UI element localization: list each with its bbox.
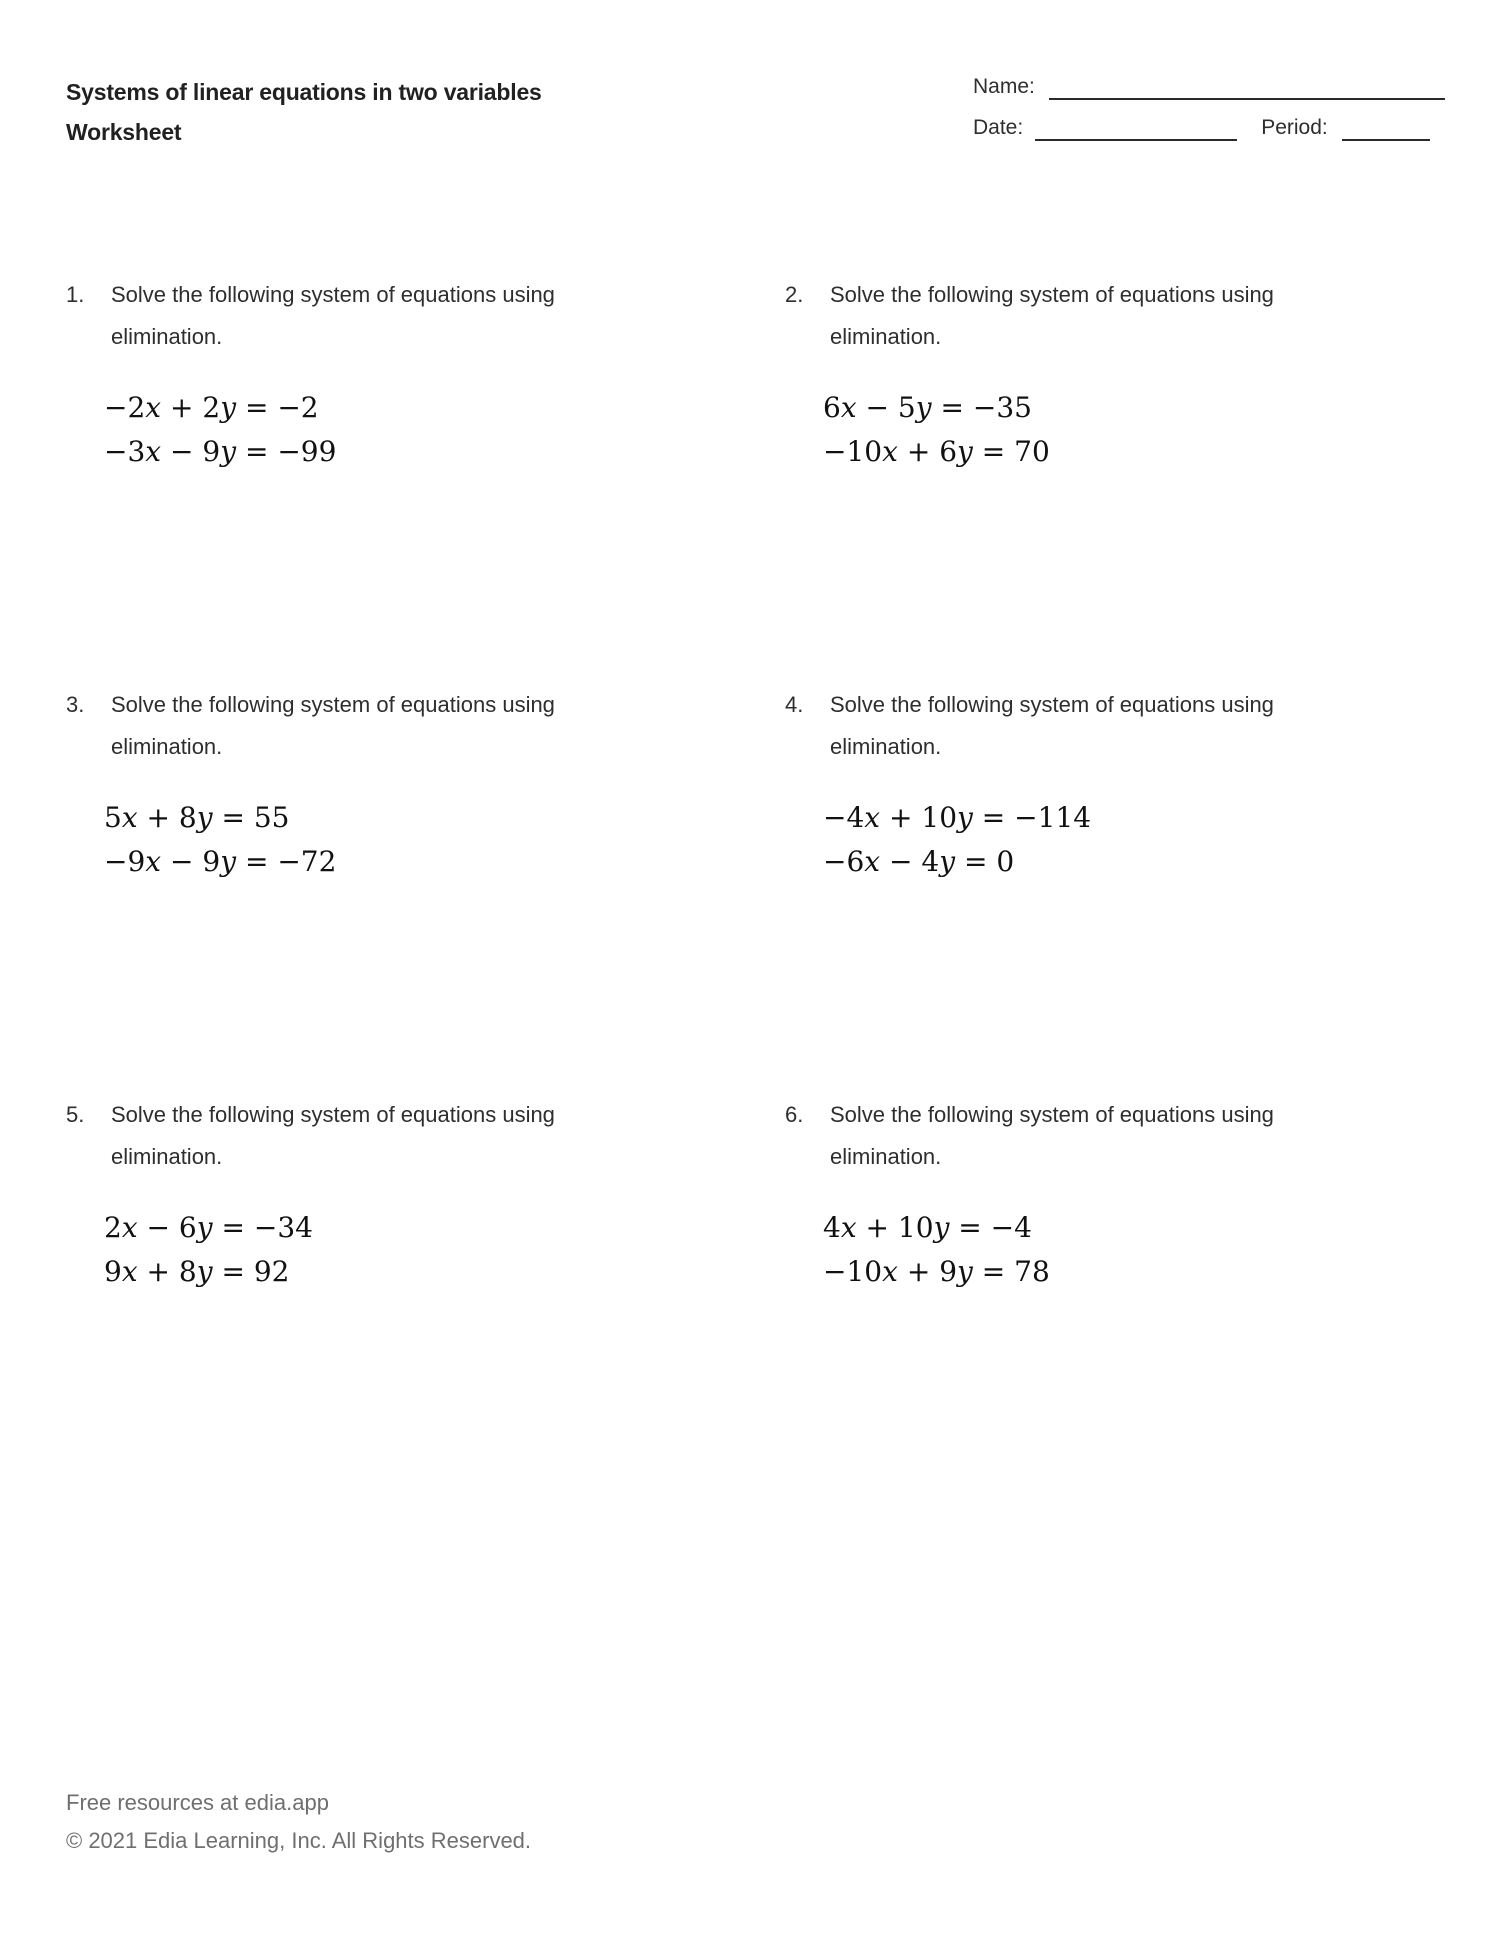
problem-prompt-text: Solve the following system of equations using elimination. [111, 692, 555, 759]
footer-copyright-line: © 2021 Edia Learning, Inc. All Rights Reserved. [66, 1828, 532, 1853]
problem-number: 6. [785, 1102, 804, 1127]
problem-2 [785, 274, 1445, 684]
name-field-row [973, 74, 1445, 100]
problem-3-equations [104, 796, 726, 884]
problem-prompt-text: Solve the following system of equations using elimination. [111, 282, 555, 349]
date-blank[interactable] [1035, 117, 1237, 141]
problem-1-equations [104, 386, 726, 474]
name-label: Name: [973, 75, 1035, 98]
equation: 9x + 8y = 92 [104, 1255, 290, 1288]
footer [66, 1784, 531, 1860]
problem-number: 5. [66, 1102, 85, 1127]
problem-prompt-text: Solve the following system of equations using elimination. [830, 1102, 1274, 1169]
equation: −9x − 9y = −72 [104, 845, 337, 878]
equation: −2x + 2y = −2 [104, 391, 319, 424]
problems-grid [66, 274, 1445, 1504]
equation: 2x − 6y = −34 [104, 1211, 313, 1244]
date-label: Date: [973, 116, 1024, 139]
page-title: Systems of linear equations in two variables [66, 79, 542, 105]
problem-5-equations [104, 1206, 726, 1294]
date-period-row [973, 115, 1445, 141]
equation: 6x − 5y = −35 [823, 391, 1032, 424]
problem-number: 1. [66, 282, 85, 307]
problem-5-prompt [66, 1094, 726, 1178]
problem-1-prompt [66, 274, 726, 358]
title-block [66, 72, 542, 152]
problem-number: 3. [66, 692, 85, 717]
problem-prompt-text: Solve the following system of equations using elimination. [830, 282, 1274, 349]
problem-6-prompt [785, 1094, 1445, 1178]
problem-4 [785, 684, 1445, 1094]
problem-prompt-text: Solve the following system of equations using elimination. [830, 692, 1274, 759]
problem-1 [66, 274, 726, 684]
problem-number: 2. [785, 282, 804, 307]
problem-2-prompt [785, 274, 1445, 358]
name-blank[interactable] [1049, 76, 1445, 100]
period-label: Period: [1261, 116, 1328, 139]
problem-6-equations [823, 1206, 1445, 1294]
equation: 5x + 8y = 55 [104, 801, 290, 834]
period-blank[interactable] [1342, 117, 1430, 141]
footer-resources-line: Free resources at edia.app [66, 1790, 329, 1815]
problem-3-prompt [66, 684, 726, 768]
problem-4-equations [823, 796, 1445, 884]
problem-2-equations [823, 386, 1445, 474]
problem-number: 4. [785, 692, 804, 717]
problem-3 [66, 684, 726, 1094]
problem-4-prompt [785, 684, 1445, 768]
equation: −3x − 9y = −99 [104, 435, 337, 468]
problem-5 [66, 1094, 726, 1504]
equation: −4x + 10y = −114 [823, 801, 1092, 834]
problem-6 [785, 1094, 1445, 1504]
problem-prompt-text: Solve the following system of equations using elimination. [111, 1102, 555, 1169]
equation: −10x + 9y = 78 [823, 1255, 1050, 1288]
page-subtitle: Worksheet [66, 119, 182, 145]
student-fields [973, 72, 1445, 156]
equation: −10x + 6y = 70 [823, 435, 1050, 468]
header [66, 72, 1445, 156]
equation: −6x − 4y = 0 [823, 845, 1015, 878]
equation: 4x + 10y = −4 [823, 1211, 1032, 1244]
